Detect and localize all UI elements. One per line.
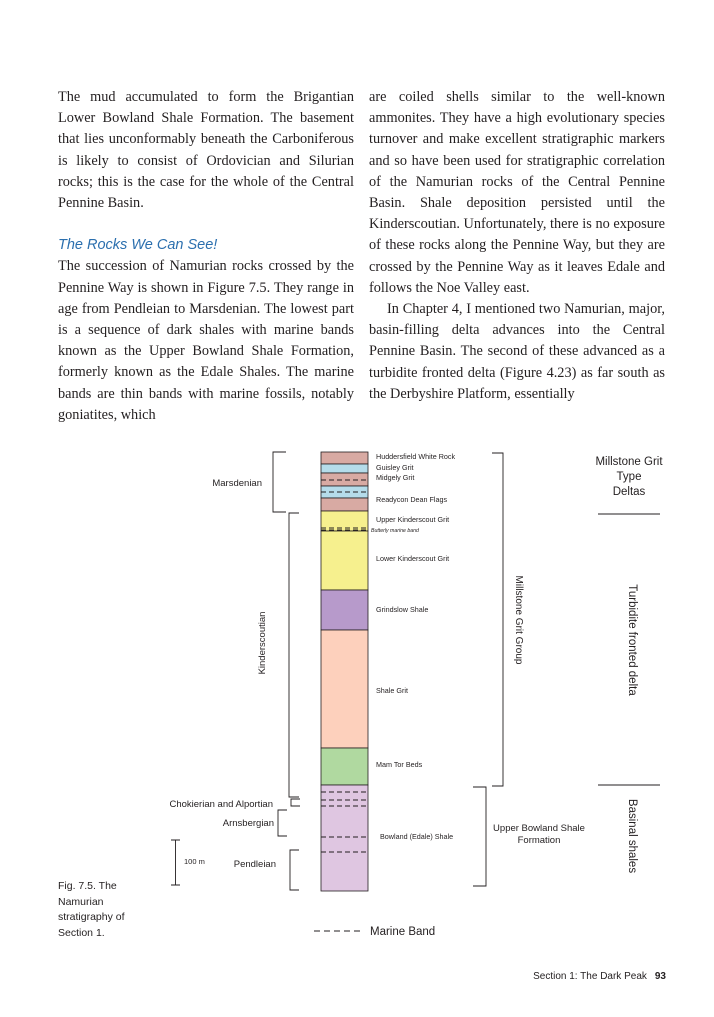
layer-readycon xyxy=(321,486,368,498)
stage-marsdenian: Marsdenian xyxy=(212,478,262,489)
facies-millstone-line2: Type xyxy=(616,471,642,483)
facies-millstone-line1: Millstone Grit xyxy=(595,456,663,468)
layer-lower-kinderscout xyxy=(321,531,368,590)
group-labels xyxy=(493,456,663,873)
unit-bowland: Bowland (Edale) Shale xyxy=(380,832,454,841)
unit-readycon: Readycon Dean Flags xyxy=(376,495,448,504)
unit-midgely: Midgely Grit xyxy=(376,473,415,482)
unit-upper-kinderscout: Upper Kinderscout Grit xyxy=(376,515,450,524)
figure-caption: Fig. 7.5. The Namurian stratigraphy of Section 1. xyxy=(58,880,125,939)
unit-mam-tor: Mam Tor Beds xyxy=(376,760,423,769)
layer-huddersfield xyxy=(321,452,368,464)
stage-kinderscoutian: Kinderscoutian xyxy=(257,611,268,675)
page-footer xyxy=(533,971,666,982)
layer-shale-grit xyxy=(321,630,368,748)
unit-shale-grit: Shale Grit xyxy=(376,686,408,695)
unit-guisley: Guisley Grit xyxy=(376,463,414,472)
left-paragraph-1: The mud accumulated to form the Brigantian Lower Bowland Shale Formation. The basement that lies unconformably beneath the Carboniferous is likely to consist of Ordovician and Silurian rocks; this is the case for the whole of the Central Pennine Basin. xyxy=(58,89,354,212)
layer-bowland xyxy=(321,785,368,891)
left-paragraph-2: The succession of Namurian rocks crossed by the Pennine Way is shown in Figure 7.5. They range in age from Pendleian to Marsdenian. The lowest part is a sequence of dark shales with marine bands known as the Upper Bowland Shale Formation, formerly known as the Edale Shales. The marine bands are thin bands with marine fossils, notably goniatites, which xyxy=(58,258,354,423)
group-upper-bowland-line1: Upper Bowland Shale xyxy=(493,823,585,834)
unit-huddersfield: Huddersfield White Rock xyxy=(376,452,456,461)
page-number: 93 xyxy=(654,971,666,982)
section-heading: The Rocks We Can See! xyxy=(58,237,218,254)
facies-millstone-line3: Deltas xyxy=(612,486,646,498)
bracket-millstone-group xyxy=(492,453,503,786)
footer-section: Section 1: The Dark Peak xyxy=(533,971,647,982)
bracket-chokierian xyxy=(291,799,300,806)
layer-upper-kinderscout xyxy=(321,511,368,531)
group-upper-bowland-line2: Formation xyxy=(517,835,561,846)
right-paragraph-2: In Chapter 4, I mentioned two Namurian, major, basin-filling delta advances into the Central Pennine Basin. The second of these advanced as a turbidite fronted delta (Figure 4.23) as far south as the Derbyshire Platform, essentially xyxy=(369,301,665,402)
right-paragraph-1: are coiled shells similar to the well-known ammonites. They have a high evolutionary species turnover and make excellent stratigraphic markers and so have been used for stratigraphic correlation of the Namurian rocks of the Central Pennine Basin. Shale deposition persisted until the Kinderscoutian. Unfortunately, there is no exposure of these rocks along the Pennine Way, but they are crossed by the Pennine Way as it leaves Edale and follows the Noe Valley east. xyxy=(369,89,665,296)
unit-grindslow: Grindslow Shale xyxy=(376,605,429,614)
layer-grindslow xyxy=(321,590,368,630)
strat-column xyxy=(321,452,368,891)
facies-turbidite: Turbidite fronted delta xyxy=(626,584,638,696)
unit-butterly: Butterly marine band xyxy=(371,528,419,534)
bracket-pendleian xyxy=(290,850,299,890)
layer-mam-tor xyxy=(321,748,368,785)
right-column xyxy=(369,87,665,405)
scale-bar xyxy=(171,840,180,885)
bracket-upper-bowland xyxy=(473,787,486,886)
stage-pendleian: Pendleian xyxy=(233,859,276,870)
stage-labels xyxy=(169,478,276,870)
unit-lower-kinderscout: Lower Kinderscout Grit xyxy=(376,554,450,563)
layer-midgely xyxy=(321,473,368,486)
bracket-kinderscoutian xyxy=(289,513,299,797)
facies-basinal: Basinal shales xyxy=(626,798,638,874)
left-column xyxy=(58,87,354,426)
legend xyxy=(314,926,435,938)
stage-chokierian: Chokierian and Alportian xyxy=(169,799,273,810)
scale-label: 100 m xyxy=(184,857,205,866)
legend-label: Marine Band xyxy=(370,926,436,938)
layer-pink-upper xyxy=(321,498,368,511)
bracket-marsdenian xyxy=(273,452,286,512)
bracket-arnsbergian xyxy=(278,810,287,836)
unit-labels xyxy=(371,452,456,841)
group-millstone: Millstone Grit Group xyxy=(513,575,524,665)
stage-arnsbergian: Arnsbergian xyxy=(222,818,274,829)
layer-guisley xyxy=(321,464,368,473)
